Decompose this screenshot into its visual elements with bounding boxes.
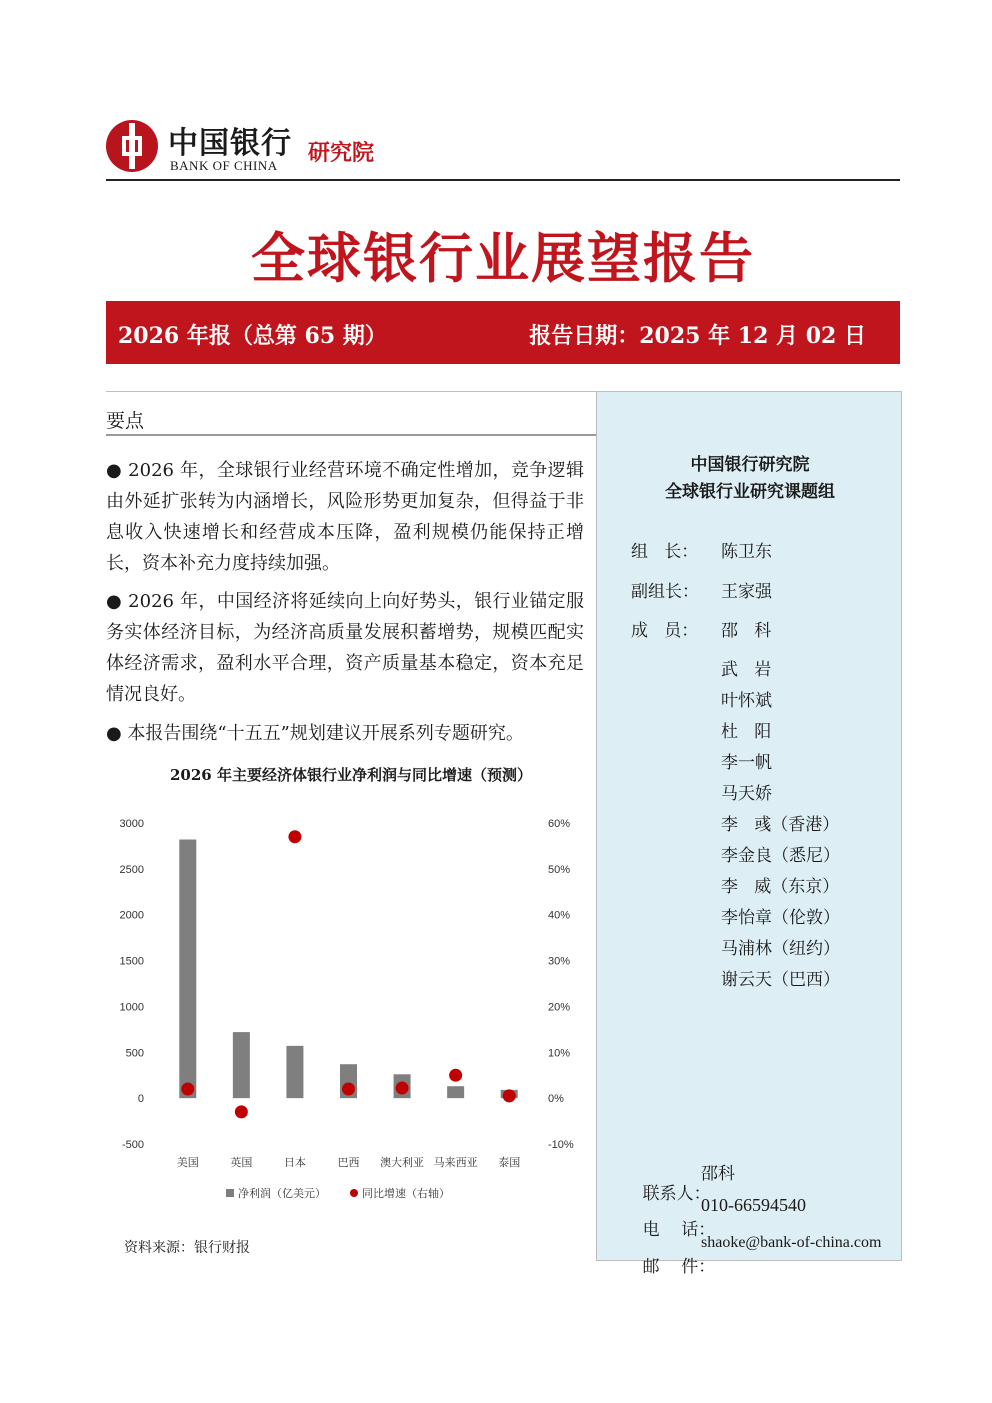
left-axis-tick-label: 500 [125,1047,144,1060]
member-name: 李金良（悉尼） [721,846,840,866]
research-team-panel [596,392,902,1277]
legend-bar-swatch [226,1189,234,1197]
member-name: 马天娇 [721,784,772,804]
category-label: 英国 [230,1156,253,1169]
member-name: 邵 科 [721,621,772,641]
growth-rate-point [396,1082,409,1095]
report-title: 全球银行业展望报告 [251,227,755,290]
contact-name: 邵科 [701,1164,735,1184]
category-label: 泰国 [498,1156,521,1169]
phone-number: 010-66594540 [701,1195,806,1215]
right-axis-tick-label: 40% [548,909,571,922]
email-label: 邮 件： [642,1257,716,1277]
deputy-name: 王家强 [721,582,772,602]
right-axis-tick-label: 20% [548,1001,571,1014]
logo-english-name: BANK OF CHINA [170,158,278,173]
members-label: 成 员： [631,621,699,641]
key-points-divider [106,434,596,436]
right-axis-tick-label: -10% [548,1139,574,1151]
member-name: 李怡章（伦敦） [721,908,840,928]
growth-rate-point [449,1069,462,1082]
member-name: 李 威（东京） [721,877,840,897]
key-point-2: ● 2026 年，中国经济将延续向上向好势头，银行业锚定服务实体经济目标，为经济高质量发展积蓄增势，规模匹配实体经济需求，盈利水平合理，资产质量基本稳定，资本充足情况良好。 [106,591,584,705]
key-point-1: ● 2026 年，全球银行业经营环境不确定性增加，竞争逻辑由外延扩张转为内涵增长，风险形势更加复杂，但得益于非息收入快速增长和经营成本压降，盈利规模仍能保持正增长，资本补充力度持续加强。 [106,460,584,574]
net-profit-bar [286,1046,303,1098]
category-label: 巴西 [337,1156,360,1169]
right-axis-tick-label: 0% [548,1093,564,1106]
key-point-3: ● 本报告围绕“十五五”规划建议开展系列专题研究。 [106,723,524,744]
member-name: 马浦林（纽约） [721,939,840,959]
report-date: 报告日期：2025 年 12 月 02 日 [529,323,866,349]
header-divider [106,179,900,181]
left-axis-tick-label: 2500 [119,863,144,876]
member-name: 杜 阳 [721,722,772,742]
category-label: 澳大利亚 [380,1156,425,1169]
deputy-label: 副组长： [631,582,699,602]
left-axis-tick-label: 3000 [119,818,144,830]
category-label: 马来西亚 [433,1156,478,1169]
issue-number: 2026 年报（总第 65 期） [118,323,387,349]
key-points-heading: 要点 [106,410,145,432]
growth-rate-point [235,1105,248,1118]
net-profit-bar [179,840,196,1099]
bank-of-china-emblem-icon [106,120,158,172]
leader-label: 组 长： [631,542,699,562]
member-name: 李 彧（香港） [721,815,840,835]
leader-name: 陈卫东 [721,542,772,562]
contact-label: 联系人： [642,1184,711,1204]
left-axis-tick-label: 1000 [119,1001,144,1014]
phone-label: 电 话： [642,1220,716,1240]
net-profit-bar [233,1032,250,1098]
right-axis-tick-label: 50% [548,863,571,876]
member-name: 谢云天（巴西） [721,970,840,990]
profit-growth-chart [106,800,596,1220]
legend-dot-swatch [350,1189,358,1197]
growth-rate-point [181,1082,194,1095]
bank-logo [106,118,396,178]
legend-growth-rate: 同比增速（右轴） [362,1187,450,1200]
growth-rate-point [342,1082,355,1095]
institute-name: 研究院 [308,141,375,166]
right-axis-tick-label: 60% [548,818,571,830]
category-label: 美国 [176,1156,199,1169]
logo-chinese-name: 中国银行 [168,126,292,161]
issue-banner [106,301,900,364]
chart-title: 2026 年主要经济体银行业净利润与同比增速（预测） [170,766,532,784]
legend-net-profit: 净利润（亿美元） [238,1187,326,1200]
category-label: 日本 [283,1156,306,1169]
member-name: 武 岩 [721,660,772,680]
right-axis-tick-label: 10% [548,1047,571,1060]
member-name: 叶怀斌 [721,691,772,711]
growth-rate-point [503,1089,516,1102]
growth-rate-point [288,830,301,843]
member-name: 李一帆 [721,753,772,773]
right-axis-tick-label: 30% [548,955,571,968]
team-organization [597,452,903,506]
left-axis-tick-label: 1500 [119,955,144,968]
net-profit-bar [447,1086,464,1098]
left-axis-tick-label: -500 [121,1139,144,1151]
team-name: 全球银行业研究课题组 [665,482,835,502]
org-name: 中国银行研究院 [690,455,810,475]
email-address: shaoke@bank-of-china.com [701,1234,882,1251]
left-axis-tick-label: 2000 [119,909,144,922]
data-source: 资料来源：银行财报 [124,1240,250,1256]
left-axis-tick-label: 0 [137,1093,144,1106]
email-row [621,1232,882,1317]
